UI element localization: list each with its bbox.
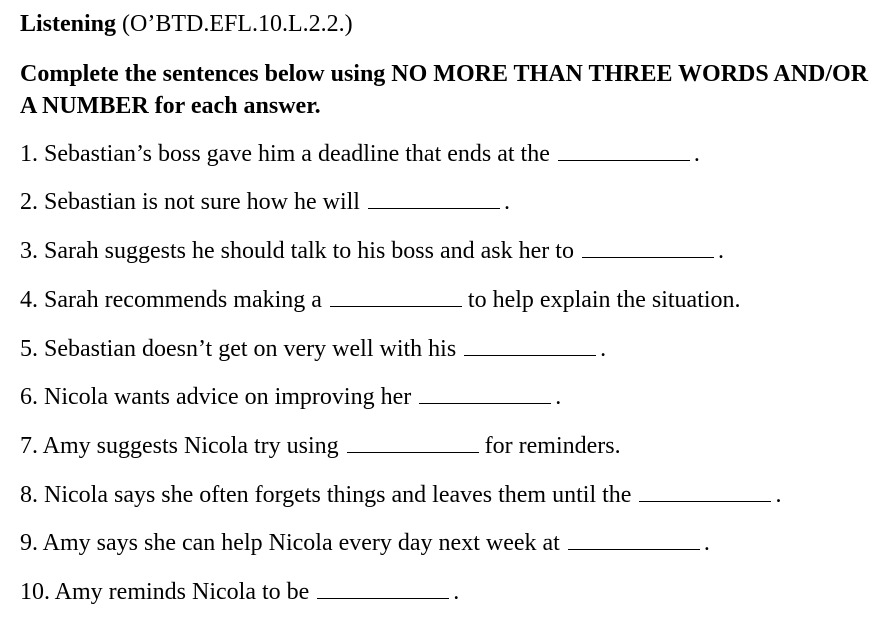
section-code: (O’BTD.EFL.10.L.2.2.) — [122, 11, 353, 37]
question-end: . — [703, 530, 710, 556]
question-8 — [20, 481, 781, 509]
question-end: . — [453, 579, 460, 605]
section-label: Listening — [20, 11, 117, 37]
instructions: Complete the sentences below using NO MORE THAN THREE WORDS AND/OR A NUMBER for each answer. — [20, 61, 869, 119]
question-end: . — [555, 384, 562, 410]
question-3 — [20, 237, 724, 265]
question-6 — [20, 383, 561, 411]
question-end: . — [717, 238, 724, 264]
answer-blank[interactable] — [464, 335, 596, 356]
question-4 — [20, 286, 741, 314]
question-7 — [20, 432, 621, 460]
answer-blank[interactable] — [568, 529, 700, 550]
question-text: 8. Nicola says she often forgets things and leaves them until the — [20, 482, 632, 508]
answer-blank[interactable] — [317, 578, 449, 599]
answer-blank[interactable] — [347, 432, 479, 453]
question-text: 7. Amy suggests Nicola try using — [20, 433, 339, 459]
question-end: for reminders. — [484, 433, 621, 459]
question-end: to help explain the situation. — [467, 287, 741, 313]
question-text: 2. Sebastian is not sure how he will — [20, 189, 360, 215]
question-text: 4. Sarah recommends making a — [20, 287, 322, 313]
answer-blank[interactable] — [639, 481, 771, 502]
question-text: 3. Sarah suggests he should talk to his boss and ask her to — [20, 238, 574, 264]
question-2 — [20, 188, 510, 216]
answer-blank[interactable] — [558, 140, 690, 161]
question-5 — [20, 335, 606, 363]
answer-blank[interactable] — [368, 188, 500, 209]
question-text: 5. Sebastian doesn’t get on very well with his — [20, 336, 457, 362]
question-text: 9. Amy says she can help Nicola every day next week at — [20, 530, 560, 556]
question-10 — [20, 578, 459, 606]
question-9 — [20, 529, 710, 557]
question-text: 10. Amy reminds Nicola to be — [20, 579, 310, 605]
question-text: 1. Sebastian’s boss gave him a deadline that ends at the — [20, 141, 550, 167]
question-1 — [20, 140, 700, 168]
section-heading — [20, 10, 353, 38]
answer-blank[interactable] — [419, 383, 551, 404]
question-end: . — [503, 189, 510, 215]
question-end: . — [775, 482, 782, 508]
question-end: . — [693, 141, 700, 167]
question-end: . — [600, 336, 607, 362]
answer-blank[interactable] — [330, 286, 462, 307]
answer-blank[interactable] — [582, 237, 714, 258]
question-text: 6. Nicola wants advice on improving her — [20, 384, 412, 410]
